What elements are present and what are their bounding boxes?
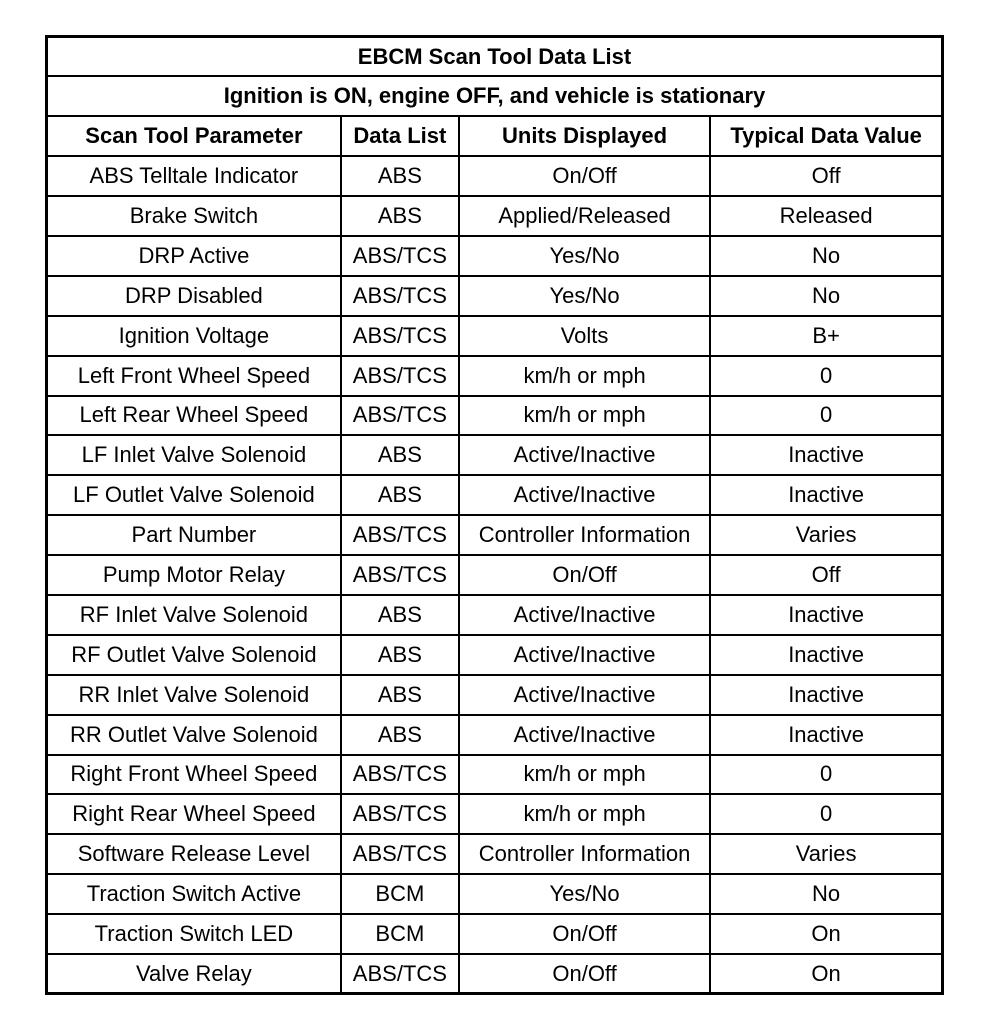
- cell-typical-value: 0: [710, 755, 942, 795]
- table-row: [47, 675, 943, 715]
- header-scan-tool-parameter: Scan Tool Parameter: [47, 116, 341, 156]
- cell-typical-value: No: [710, 874, 942, 914]
- table-row: [47, 196, 943, 236]
- table-row: [47, 715, 943, 755]
- cell-units: Yes/No: [459, 276, 710, 316]
- cell-data-list: ABS/TCS: [341, 515, 459, 555]
- cell-parameter: Traction Switch LED: [47, 914, 341, 954]
- header-units-displayed: Units Displayed: [459, 116, 710, 156]
- cell-typical-value: Inactive: [710, 675, 942, 715]
- subtitle-row: [47, 76, 943, 116]
- cell-units: On/Off: [459, 555, 710, 595]
- table-row: [47, 635, 943, 675]
- table-title: EBCM Scan Tool Data List: [47, 37, 943, 77]
- cell-parameter: RF Inlet Valve Solenoid: [47, 595, 341, 635]
- cell-units: km/h or mph: [459, 755, 710, 795]
- cell-parameter: Brake Switch: [47, 196, 341, 236]
- cell-units: Active/Inactive: [459, 715, 710, 755]
- cell-parameter: Pump Motor Relay: [47, 555, 341, 595]
- table-row: [47, 794, 943, 834]
- cell-units: Yes/No: [459, 236, 710, 276]
- cell-units: Active/Inactive: [459, 595, 710, 635]
- cell-data-list: ABS/TCS: [341, 954, 459, 994]
- cell-typical-value: Varies: [710, 834, 942, 874]
- header-typical-data-value: Typical Data Value: [710, 116, 942, 156]
- cell-parameter: Left Rear Wheel Speed: [47, 396, 341, 436]
- cell-typical-value: 0: [710, 396, 942, 436]
- cell-data-list: ABS: [341, 475, 459, 515]
- cell-typical-value: Inactive: [710, 715, 942, 755]
- cell-data-list: ABS: [341, 435, 459, 475]
- table-row: [47, 356, 943, 396]
- cell-parameter: LF Inlet Valve Solenoid: [47, 435, 341, 475]
- scan-tool-data-table: [45, 35, 944, 995]
- title-row: [47, 37, 943, 77]
- cell-parameter: DRP Disabled: [47, 276, 341, 316]
- cell-parameter: RR Inlet Valve Solenoid: [47, 675, 341, 715]
- cell-units: On/Off: [459, 954, 710, 994]
- cell-units: Applied/Released: [459, 196, 710, 236]
- cell-data-list: ABS: [341, 715, 459, 755]
- cell-typical-value: Off: [710, 555, 942, 595]
- cell-parameter: Valve Relay: [47, 954, 341, 994]
- table-row: [47, 874, 943, 914]
- cell-parameter: LF Outlet Valve Solenoid: [47, 475, 341, 515]
- cell-data-list: ABS/TCS: [341, 755, 459, 795]
- cell-data-list: ABS/TCS: [341, 316, 459, 356]
- header-data-list: Data List: [341, 116, 459, 156]
- table-row: [47, 316, 943, 356]
- cell-data-list: BCM: [341, 874, 459, 914]
- table-row: [47, 755, 943, 795]
- cell-typical-value: Off: [710, 156, 942, 196]
- table-row: [47, 595, 943, 635]
- cell-data-list: ABS: [341, 196, 459, 236]
- table-row: [47, 834, 943, 874]
- cell-units: On/Off: [459, 156, 710, 196]
- cell-units: Active/Inactive: [459, 675, 710, 715]
- table-body: [47, 156, 943, 994]
- cell-units: km/h or mph: [459, 794, 710, 834]
- cell-typical-value: Released: [710, 196, 942, 236]
- cell-data-list: BCM: [341, 914, 459, 954]
- cell-typical-value: Inactive: [710, 635, 942, 675]
- table-subtitle: Ignition is ON, engine OFF, and vehicle is stationary: [47, 76, 943, 116]
- cell-typical-value: On: [710, 954, 942, 994]
- table-row: [47, 396, 943, 436]
- cell-units: Yes/No: [459, 874, 710, 914]
- cell-units: Active/Inactive: [459, 635, 710, 675]
- table-row: [47, 435, 943, 475]
- cell-parameter: Traction Switch Active: [47, 874, 341, 914]
- cell-data-list: ABS/TCS: [341, 356, 459, 396]
- cell-data-list: ABS: [341, 675, 459, 715]
- cell-parameter: RF Outlet Valve Solenoid: [47, 635, 341, 675]
- cell-typical-value: 0: [710, 356, 942, 396]
- table-row: [47, 515, 943, 555]
- cell-typical-value: Varies: [710, 515, 942, 555]
- cell-units: km/h or mph: [459, 396, 710, 436]
- cell-data-list: ABS/TCS: [341, 555, 459, 595]
- cell-parameter: Right Rear Wheel Speed: [47, 794, 341, 834]
- cell-typical-value: On: [710, 914, 942, 954]
- cell-data-list: ABS: [341, 156, 459, 196]
- cell-parameter: Ignition Voltage: [47, 316, 341, 356]
- cell-units: Controller Information: [459, 834, 710, 874]
- cell-parameter: Software Release Level: [47, 834, 341, 874]
- cell-units: Active/Inactive: [459, 475, 710, 515]
- cell-parameter: Part Number: [47, 515, 341, 555]
- cell-units: Active/Inactive: [459, 435, 710, 475]
- cell-data-list: ABS/TCS: [341, 834, 459, 874]
- cell-parameter: RR Outlet Valve Solenoid: [47, 715, 341, 755]
- cell-typical-value: No: [710, 276, 942, 316]
- cell-units: Volts: [459, 316, 710, 356]
- table-row: [47, 236, 943, 276]
- table-row: [47, 276, 943, 316]
- cell-units: Controller Information: [459, 515, 710, 555]
- cell-typical-value: No: [710, 236, 942, 276]
- cell-parameter: Left Front Wheel Speed: [47, 356, 341, 396]
- cell-units: On/Off: [459, 914, 710, 954]
- table-row: [47, 954, 943, 994]
- cell-parameter: DRP Active: [47, 236, 341, 276]
- cell-typical-value: Inactive: [710, 435, 942, 475]
- header-row: [47, 116, 943, 156]
- cell-data-list: ABS/TCS: [341, 396, 459, 436]
- cell-typical-value: B+: [710, 316, 942, 356]
- cell-typical-value: Inactive: [710, 475, 942, 515]
- cell-parameter: ABS Telltale Indicator: [47, 156, 341, 196]
- table-row: [47, 156, 943, 196]
- cell-typical-value: Inactive: [710, 595, 942, 635]
- cell-data-list: ABS/TCS: [341, 236, 459, 276]
- cell-units: km/h or mph: [459, 356, 710, 396]
- cell-data-list: ABS: [341, 635, 459, 675]
- cell-data-list: ABS/TCS: [341, 794, 459, 834]
- table-row: [47, 555, 943, 595]
- cell-data-list: ABS: [341, 595, 459, 635]
- table-row: [47, 475, 943, 515]
- cell-data-list: ABS/TCS: [341, 276, 459, 316]
- cell-typical-value: 0: [710, 794, 942, 834]
- table-row: [47, 914, 943, 954]
- cell-parameter: Right Front Wheel Speed: [47, 755, 341, 795]
